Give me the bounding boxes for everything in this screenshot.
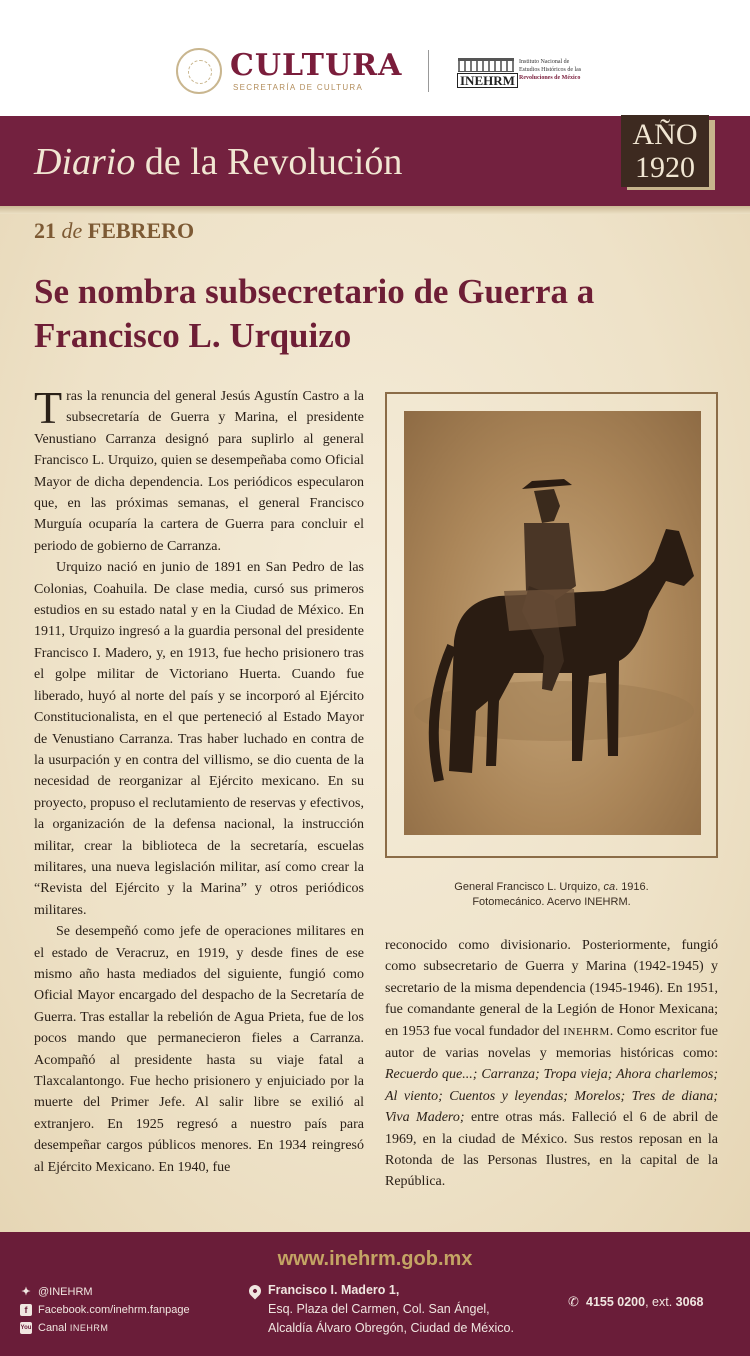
article-headline: Se nombra subsecretario de Guerra a Francisco L. Urquizo (34, 272, 595, 355)
youtube-icon: You (20, 1322, 32, 1334)
facebook-link[interactable] (20, 1301, 190, 1319)
address-line-2: Esq. Plaza del Carmen, Col. San Ángel, (268, 1302, 490, 1316)
date-month: FEBRERO (87, 218, 195, 243)
article-right-column (385, 935, 718, 1193)
twitter-link[interactable] (20, 1283, 190, 1301)
inehrm-name-line1: Instituto Nacional de (519, 59, 570, 65)
phone-main: 4155 0200 (586, 1295, 646, 1309)
address-line-1: Francisco I. Madero 1, (268, 1283, 400, 1297)
article-p4-acronym: INEHRM (563, 1025, 610, 1038)
year-value: 1920 (635, 151, 695, 184)
cultura-logo-subtitle: SECRETARÍA DE CULTURA (233, 83, 364, 92)
phone-number[interactable] (568, 1294, 703, 1310)
facebook-url: Facebook.com/inehrm.fanpage (38, 1304, 190, 1316)
publication-title-rest: de la Revolución (135, 141, 403, 183)
year-box (621, 115, 709, 187)
paper-top-strip (0, 206, 750, 214)
article-p4-works: Recuerdo que...; Carranza; Tropa vieja; Ahora charlemos; Al viento; Cuentos y leyendas; Morelos; Tres de diana; Viva Madero; (385, 1067, 718, 1126)
article-p4-c: entre otras más. Falleció el 6 de abril de 1969, en la ciudad de México. Sus restos reposan en la Rotonda de las Personas Ilustres, en la capital de la República. (385, 1110, 718, 1190)
inehrm-name-line3: Revoluciones de México (519, 75, 581, 81)
photo-caption (385, 880, 718, 910)
article-p4-a: reconocido como divisionario. Posteriormente, fungió como subsecretario de Guerra y Marina (1942-1945) y secretario de la misma dependencia (1945-1946). En 1951, fue comandante general de la Legión de Honor Mexicana; en 1953 fue vocal fundador del (385, 938, 718, 1039)
address (268, 1281, 514, 1338)
social-links (20, 1283, 190, 1337)
inehrm-building-icon (458, 58, 514, 72)
year-label: AÑO (632, 118, 698, 151)
youtube-label: Canal (38, 1322, 67, 1334)
logo-divider (428, 50, 429, 92)
caption-line-1b: . 1916. (615, 881, 649, 893)
article-paragraph-3: Se desempeñó como jefe de operaciones militares en el estado de Veracruz, en 1919, y desde fines de ese mismo año hasta mediados del siguiente, fungió como Oficial Mayor encargado del despacho de la Secretaría de Guerra. Tras estallar la rebelión de Agua Prieta, fue de los pocos mando que permanecieron fieles a Carranza. Acompañó al presidente hasta su viaje fatal a Tlaxcalantongo. Fue hecho prisionero y enjuiciado por la muerte del Primer Jefe. Al salir libre se exilió al extranjero. En 1925 regresó a nuestro país para desempeñar cargos públicos menores. En 1934 reingresó al Ejército Mexicano. En 1940, fue (34, 924, 364, 1175)
drop-cap: T (34, 382, 63, 433)
entry-date (34, 218, 194, 244)
phone-ext-label: , ext. (645, 1295, 676, 1309)
historical-photo (404, 411, 701, 835)
date-day: 21 (34, 218, 56, 243)
twitter-handle: @INEHRM (38, 1286, 93, 1298)
publication-title (34, 140, 402, 184)
website-link[interactable]: www.inehrm.gob.mx (277, 1248, 473, 1270)
address-line-3: Alcaldía Álvaro Obregón, Ciudad de México. (268, 1321, 514, 1335)
date-de: de (61, 218, 83, 243)
article-p1-text: ras la renuncia del general Jesús Agustín Castro a la subsecretaría de Guerra y Marina, el presidente Venustiano Carranza designó para suplirlo al general Francisco L. Urquizo, quien se desempeñaba como Oficial Mayor de dicha dependencia. Los periódicos especularon que, en las próximas semanas, el general Francisco Murguía ocuparía la cartera de Guerra para concluir el periodo de gobierno de Carranza. (34, 389, 364, 554)
youtube-link[interactable] (20, 1319, 190, 1337)
article-paragraph-2: Urquizo nació en junio de 1891 en San Pedro de las Colonias, Coahuila. De clase media, cursó sus primeros estudios en su estado natal y en la Ciudad de México. En 1911, Urquizo ingresó a la guardia personal del presidente Francisco I. Madero, y, en 1913, fue hecho prisionero tras el golpe militar de Victoriano Huerta. Cuando fue liberado, huyó al norte del país y se incorporó al Ejército Constitucionalista, en el que perteneció al Estado Mayor de Venustiano Carranza. Tras haber luchado en contra de la usurpación y en contra del villismo, se dio cuenta de la necesidad de reorganizar al Ejército mexicano. En su proyecto, propuso el reclutamiento de reservas y efectivos, la organización de la defensa nacional, la instrucción militar, crear la biblioteca de la secretaría, escuelas militares, una nueva legislación militar, así como crear la “Revista del Ejército y la Marina” y otros periódicos militares. (34, 560, 364, 918)
phone-ext: 3068 (675, 1295, 704, 1309)
article-p4-b: . Como escritor fue autor de varias novelas y memorias históricas como: (385, 1023, 718, 1062)
inehrm-full-name (519, 58, 599, 82)
publication-title-italic: Diario (34, 141, 136, 183)
article-paragraph-1 (34, 382, 364, 557)
article-left-column (34, 382, 364, 1178)
inehrm-logo-text: INEHRM (457, 73, 518, 88)
inehrm-name-line2: Estudios Históricos de las (519, 67, 582, 73)
mexico-seal-icon (176, 48, 222, 94)
facebook-icon: f (20, 1304, 32, 1316)
article-paragraph-4 (385, 935, 718, 1193)
caption-line-1a: General Francisco L. Urquizo, (454, 881, 604, 893)
horse-rider-illustration (404, 411, 701, 835)
cultura-logo-text: CULTURA (230, 48, 403, 83)
caption-line-2: Fotomecánico. Acervo INEHRM. (472, 896, 631, 908)
caption-ca: ca (603, 881, 616, 893)
caption-line-1 (385, 880, 718, 895)
twitter-icon: ✦ (21, 1286, 31, 1298)
youtube-channel-name: INEHRM (69, 1323, 109, 1333)
phone-icon: ✆ (568, 1294, 579, 1309)
